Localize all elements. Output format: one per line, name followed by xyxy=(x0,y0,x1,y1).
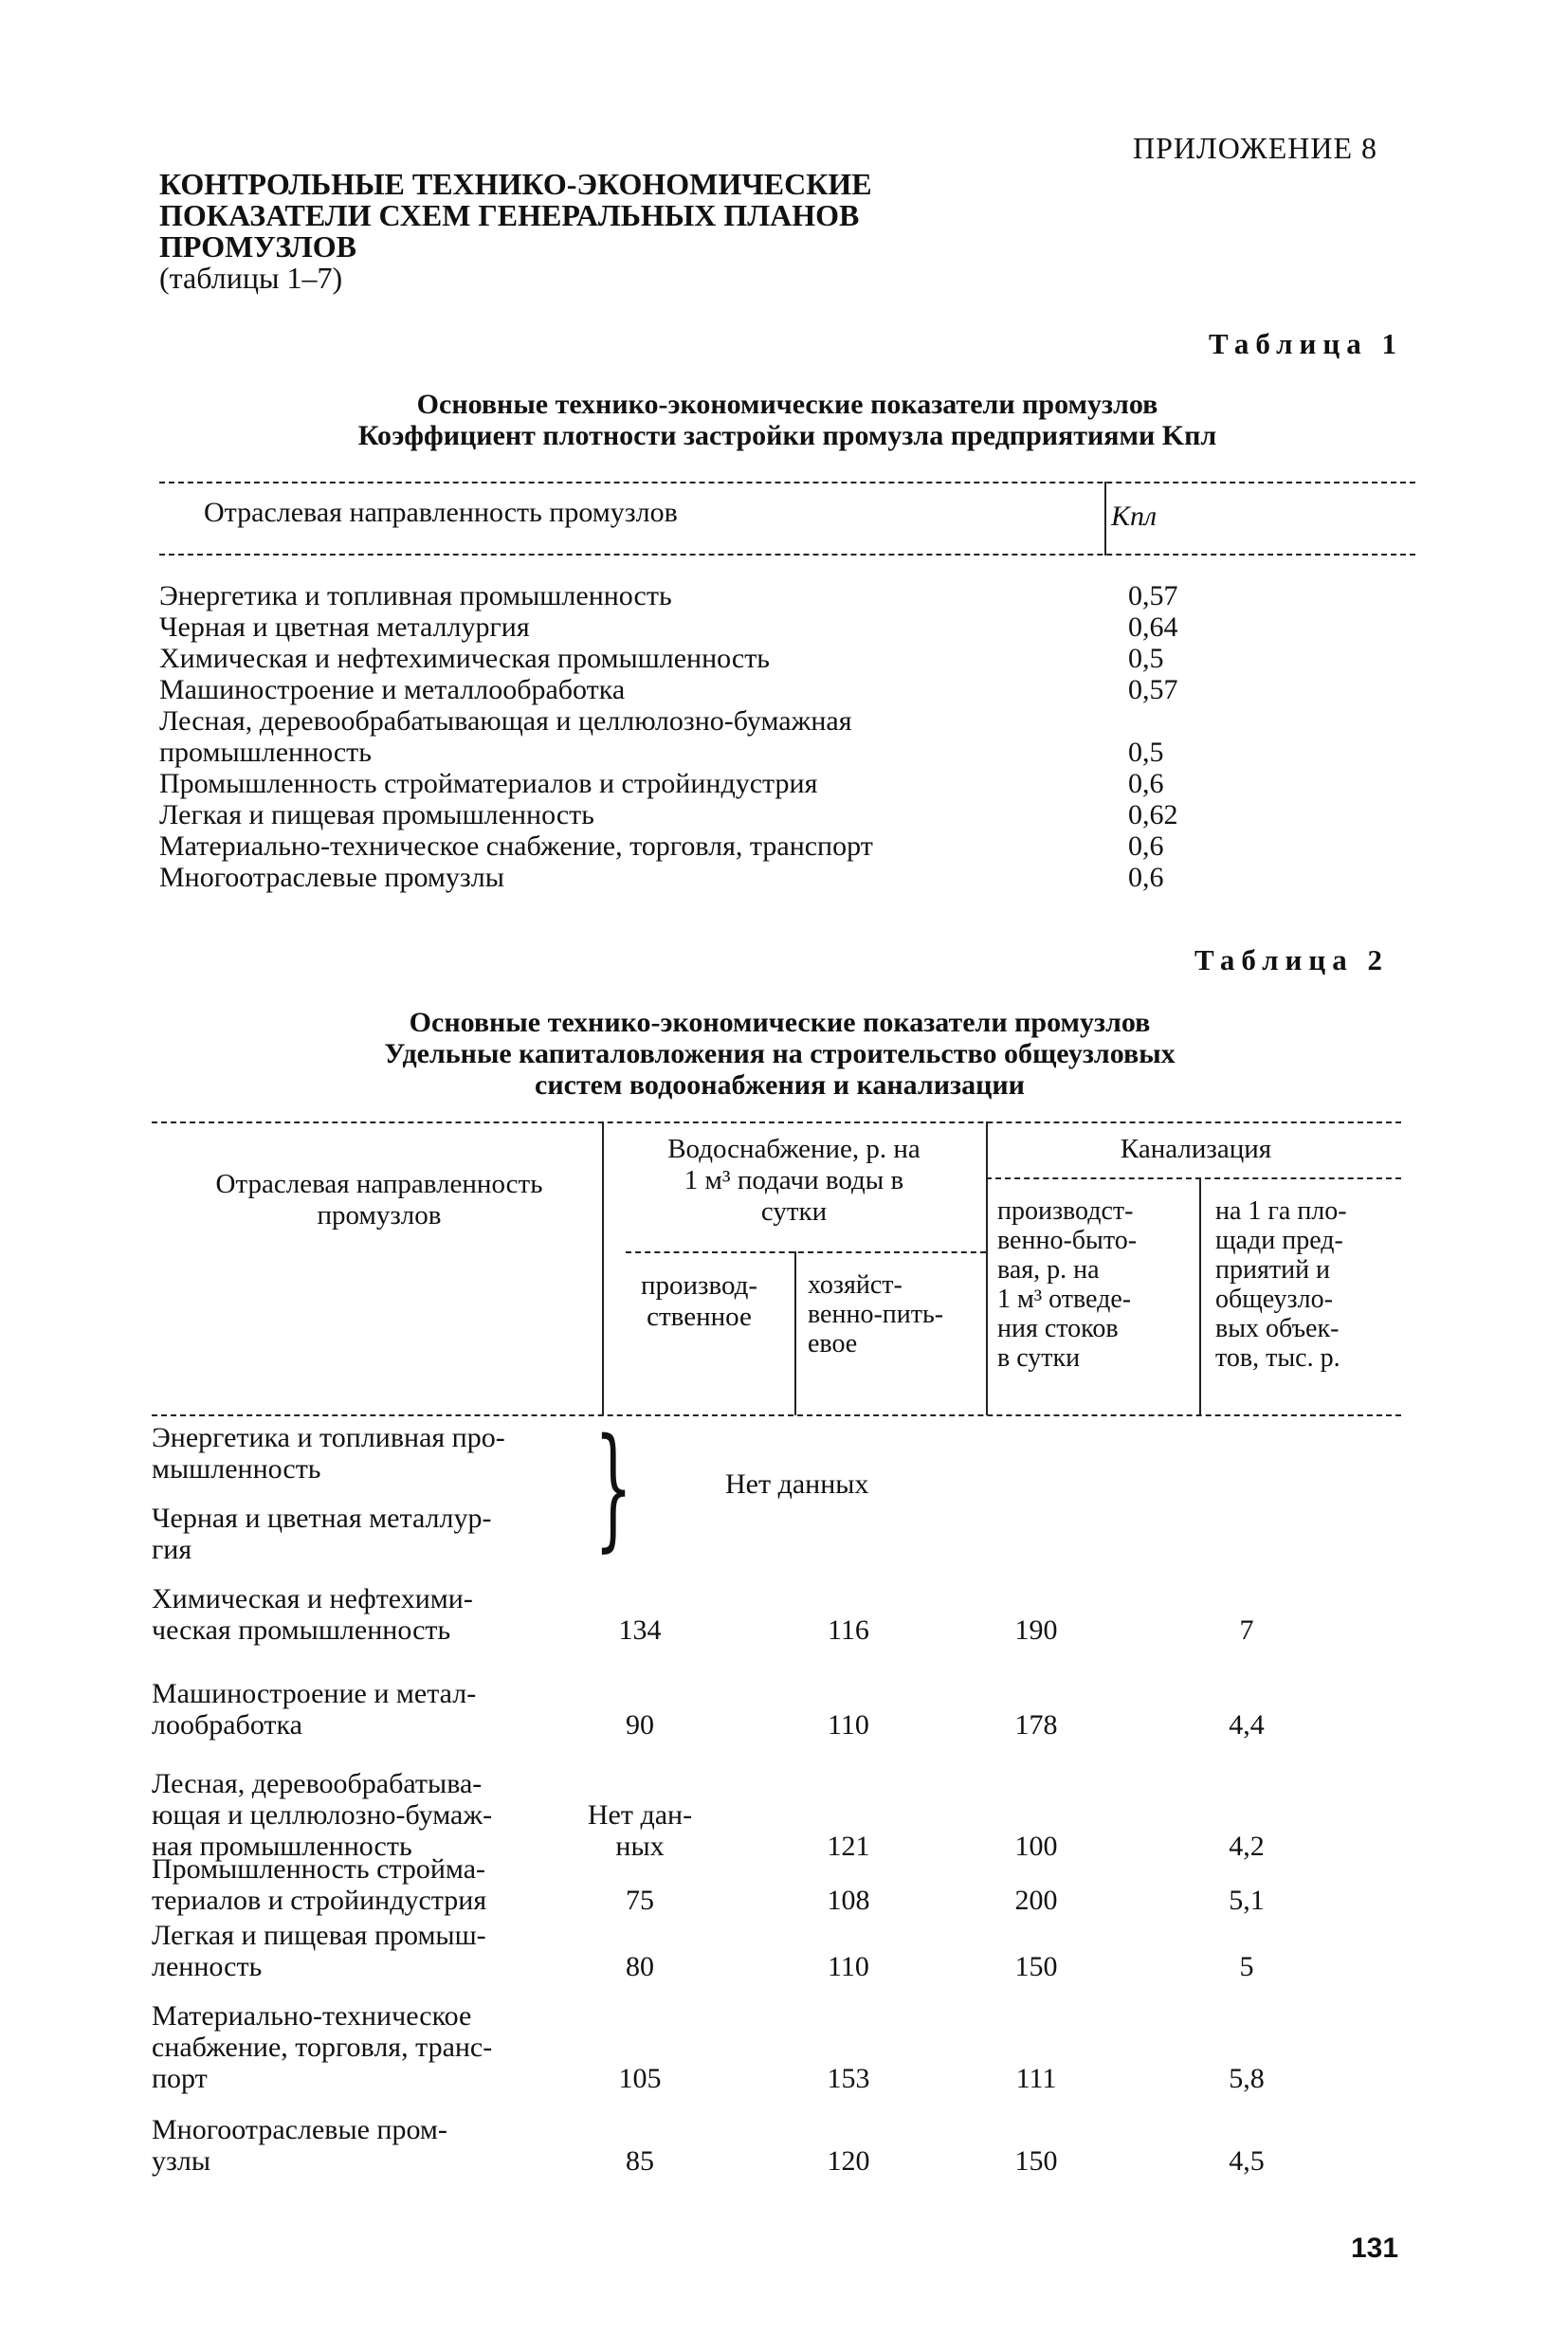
page-number: 131 xyxy=(1351,2233,1399,2264)
table1-label: Таблица 1 xyxy=(1209,327,1403,360)
section-heading xyxy=(159,169,872,294)
caption-line: Удельные капиталовложения на строительство общеузловых xyxy=(384,1038,1176,1069)
table1-row-value: 0,57 xyxy=(1128,674,1178,705)
row-name-line: ная промышленность xyxy=(152,1831,412,1862)
table1-row-name: Промышленность стройматериалов и стройиндустрия xyxy=(159,768,818,799)
heading-line: ПРОМУЗЛОВ xyxy=(159,229,356,264)
right-brace-icon: } xyxy=(594,1411,633,1565)
header-line: производст- xyxy=(997,1196,1134,1226)
table2-cell: 134 xyxy=(618,1614,662,1646)
table1-row-value: 0,5 xyxy=(1128,643,1164,674)
table2-cell: 4,5 xyxy=(1229,2145,1265,2177)
table1-row-name: Химическая и нефтехимическая промышленность xyxy=(159,643,770,674)
row-name-line: Промышленность стройма- xyxy=(152,1853,486,1885)
row-name-line: териалов и стройиндустрия xyxy=(152,1885,487,1916)
table2-cell: 105 xyxy=(618,2063,662,2094)
table1-top-rule xyxy=(159,482,1415,483)
header-line: 1 м³ отведе- xyxy=(997,1285,1132,1314)
table1-header-divider xyxy=(1104,482,1106,556)
row-name-line: Материально-техническое xyxy=(152,2000,472,2032)
table1-header-rule xyxy=(159,554,1415,556)
header-line: венно-быто- xyxy=(997,1226,1138,1255)
table2-row-name xyxy=(152,1768,492,1862)
row-name-line: мышленность xyxy=(152,1453,321,1485)
row-name-line: порт xyxy=(152,2063,208,2094)
table2-row-name xyxy=(152,1678,476,1741)
table2-divider-3 xyxy=(794,1251,796,1415)
table1-row-value: 0,6 xyxy=(1128,862,1164,893)
row-name-line: Лесная, деревообрабатыва- xyxy=(152,1768,483,1799)
header-line: общеузло- xyxy=(1215,1285,1333,1314)
row-name-line: Химическая и нефтехими- xyxy=(152,1583,473,1614)
table2-top-rule xyxy=(152,1121,1401,1123)
appendix-label: ПРИЛОЖЕНИЕ 8 xyxy=(1133,131,1378,165)
table1-row-name: Многоотраслевые промузлы xyxy=(159,862,504,893)
header-line: в сутки xyxy=(997,1343,1081,1373)
table2-cell: 116 xyxy=(828,1614,869,1646)
table2-col-water-house xyxy=(808,1270,943,1358)
header-line: ственное xyxy=(647,1302,752,1332)
row-name-line: снабжение, торговля, транс- xyxy=(152,2032,493,2063)
table2-cell: 90 xyxy=(626,1709,654,1741)
table2-caption xyxy=(152,1007,1408,1101)
table1-row-name: Материально-техническое снабжение, торговля, транспорт xyxy=(159,830,873,862)
table2-label: Таблица 2 xyxy=(1194,943,1389,976)
table2-divider-4 xyxy=(1199,1177,1201,1415)
row-name-line: Машиностроение и метал- xyxy=(152,1678,477,1709)
row-name-line: Черная и цветная металлур- xyxy=(152,1503,492,1534)
table2-cell: 200 xyxy=(1014,1885,1058,1916)
table2-nodata-note: Нет данных xyxy=(725,1468,869,1500)
header-line: хозяйст- xyxy=(808,1270,903,1300)
row-name-line: узлы xyxy=(152,2145,210,2177)
table2-water-rule xyxy=(626,1251,986,1253)
table2-nodata-row xyxy=(152,1422,505,1485)
table2-col-sewer: Канализация xyxy=(1120,1134,1272,1164)
header-line: на 1 га пло- xyxy=(1215,1196,1347,1226)
table1-row-name: Машиностроение и металлообработка xyxy=(159,674,626,705)
table2-cell: 150 xyxy=(1014,2145,1058,2177)
table2-cell: 178 xyxy=(1014,1709,1058,1741)
header-line: 1 м³ подачи воды в xyxy=(684,1165,904,1195)
table2-cell: 5,8 xyxy=(1229,2063,1265,2094)
table1-row-value: 0,64 xyxy=(1128,611,1178,643)
table1-row-value: 0,6 xyxy=(1128,830,1164,862)
caption-line: систем водоонабжения и канализации xyxy=(535,1069,1025,1101)
table2-divider-1 xyxy=(602,1121,604,1415)
header-line: венно-пить- xyxy=(808,1300,944,1329)
table2-cell: 190 xyxy=(1014,1614,1058,1646)
table2-row-name xyxy=(152,1920,486,1982)
caption-line: Основные технико-экономические показатели промузлов xyxy=(416,389,1158,420)
caption-line: Коэффициент плотности застройки промузла предприятиями Kпл xyxy=(357,420,1217,451)
table2-cell: 4,2 xyxy=(1229,1831,1265,1862)
caption-line: Основные технико-экономические показатели промузлов xyxy=(409,1007,1151,1038)
table2-cell: 153 xyxy=(827,2063,870,2094)
table2-sewer-rule xyxy=(986,1177,1401,1179)
table2-cell: 75 xyxy=(626,1885,654,1916)
table2-cell: 100 xyxy=(1014,1831,1058,1862)
heading-line: КОНТРОЛЬНЫЕ ТЕХНИКО-ЭКОНОМИЧЕСКИЕ xyxy=(159,167,872,201)
header-line: евое xyxy=(808,1329,858,1358)
table2-cell: 4,4 xyxy=(1229,1709,1265,1741)
row-name-line: лообработка xyxy=(152,1709,302,1741)
table2-col-sewer-prod xyxy=(997,1196,1137,1373)
table2-cell: Нет дан- ных xyxy=(587,1799,693,1862)
header-line: приятий и xyxy=(1215,1255,1331,1285)
row-name-line: Многоотраслевые пром- xyxy=(152,2114,447,2145)
table2-cell: 110 xyxy=(828,1709,869,1741)
table2-col-branch xyxy=(161,1169,597,1231)
table2-cell: 110 xyxy=(828,1951,869,1982)
header-line: производ- xyxy=(640,1270,758,1301)
table1-row-value: 0,6 xyxy=(1128,768,1164,799)
table2-cell: 5 xyxy=(1239,1951,1254,1982)
row-name-line: ческая промышленность xyxy=(152,1614,451,1646)
header-line: вая, р. на xyxy=(997,1255,1100,1285)
table1-row-name: Легкая и пищевая промышленность xyxy=(159,799,594,830)
table1-row-name: Лесная, деревообрабатывающая и целлюлозно-бумажная xyxy=(159,705,852,737)
table1-col-branch: Отраслевая направленность промузлов xyxy=(204,497,678,528)
table2-cell: 121 xyxy=(827,1831,870,1862)
header-line: сутки xyxy=(760,1196,828,1227)
row-name-line: ющая и целлюлозно-бумаж- xyxy=(152,1799,493,1831)
heading-subtitle: (таблицы 1–7) xyxy=(159,261,343,295)
table1-col-kpl: Kпл xyxy=(1111,501,1158,532)
header-line: ния стоков xyxy=(997,1314,1119,1343)
table2-cell: 85 xyxy=(626,2145,654,2177)
table2-cell: 111 xyxy=(1015,2063,1057,2094)
table2-cell: 150 xyxy=(1014,1951,1058,1982)
table1-caption xyxy=(159,389,1415,451)
table2-cell: 5,1 xyxy=(1229,1885,1265,1916)
header-line: тов, тыс. р. xyxy=(1215,1343,1340,1373)
heading-line: ПОКАЗАТЕЛИ СХЕМ ГЕНЕРАЛЬНЫХ ПЛАНОВ xyxy=(159,198,860,232)
table2-row-name xyxy=(152,1583,473,1646)
table2-col-water-prod xyxy=(607,1270,792,1333)
table2-header-bottom-rule xyxy=(152,1414,1401,1416)
table2-cell: 108 xyxy=(827,1885,870,1916)
table2-row-name xyxy=(152,1853,486,1916)
row-name-line: ленность xyxy=(152,1951,263,1982)
row-name-line: Легкая и пищевая промыш- xyxy=(152,1920,486,1951)
table2-cell: 120 xyxy=(827,2145,870,2177)
table1-row-value: 0,57 xyxy=(1128,580,1178,611)
row-name-line: Энергетика и топливная про- xyxy=(152,1422,505,1453)
table1-row-name: Энергетика и топливная промышленность xyxy=(159,580,672,611)
table1-row-name: Черная и цветная металлургия xyxy=(159,611,530,643)
table2-row-name xyxy=(152,2000,492,2094)
table2-col-water xyxy=(607,1134,981,1228)
header-line: щади пред- xyxy=(1215,1226,1343,1255)
table2-divider-2 xyxy=(986,1121,988,1415)
header-line: Водоснабжение, р. на xyxy=(667,1134,921,1164)
table1-row-value: 0,5 xyxy=(1128,737,1164,768)
table1-row-value: 0,62 xyxy=(1128,799,1178,830)
table2-nodata-row xyxy=(152,1503,491,1565)
header-line: вых объек- xyxy=(1215,1314,1340,1343)
table1-row-name: промышленность xyxy=(159,737,372,768)
header-line: промузлов xyxy=(317,1200,442,1231)
row-name-line: гия xyxy=(152,1534,192,1565)
table2-cell: 7 xyxy=(1239,1614,1254,1646)
table2-row-name xyxy=(152,2114,447,2177)
table2-cell: 80 xyxy=(626,1951,654,1982)
table2-col-sewer-area xyxy=(1215,1196,1347,1373)
header-line: Отраслевая направленность xyxy=(215,1169,543,1199)
